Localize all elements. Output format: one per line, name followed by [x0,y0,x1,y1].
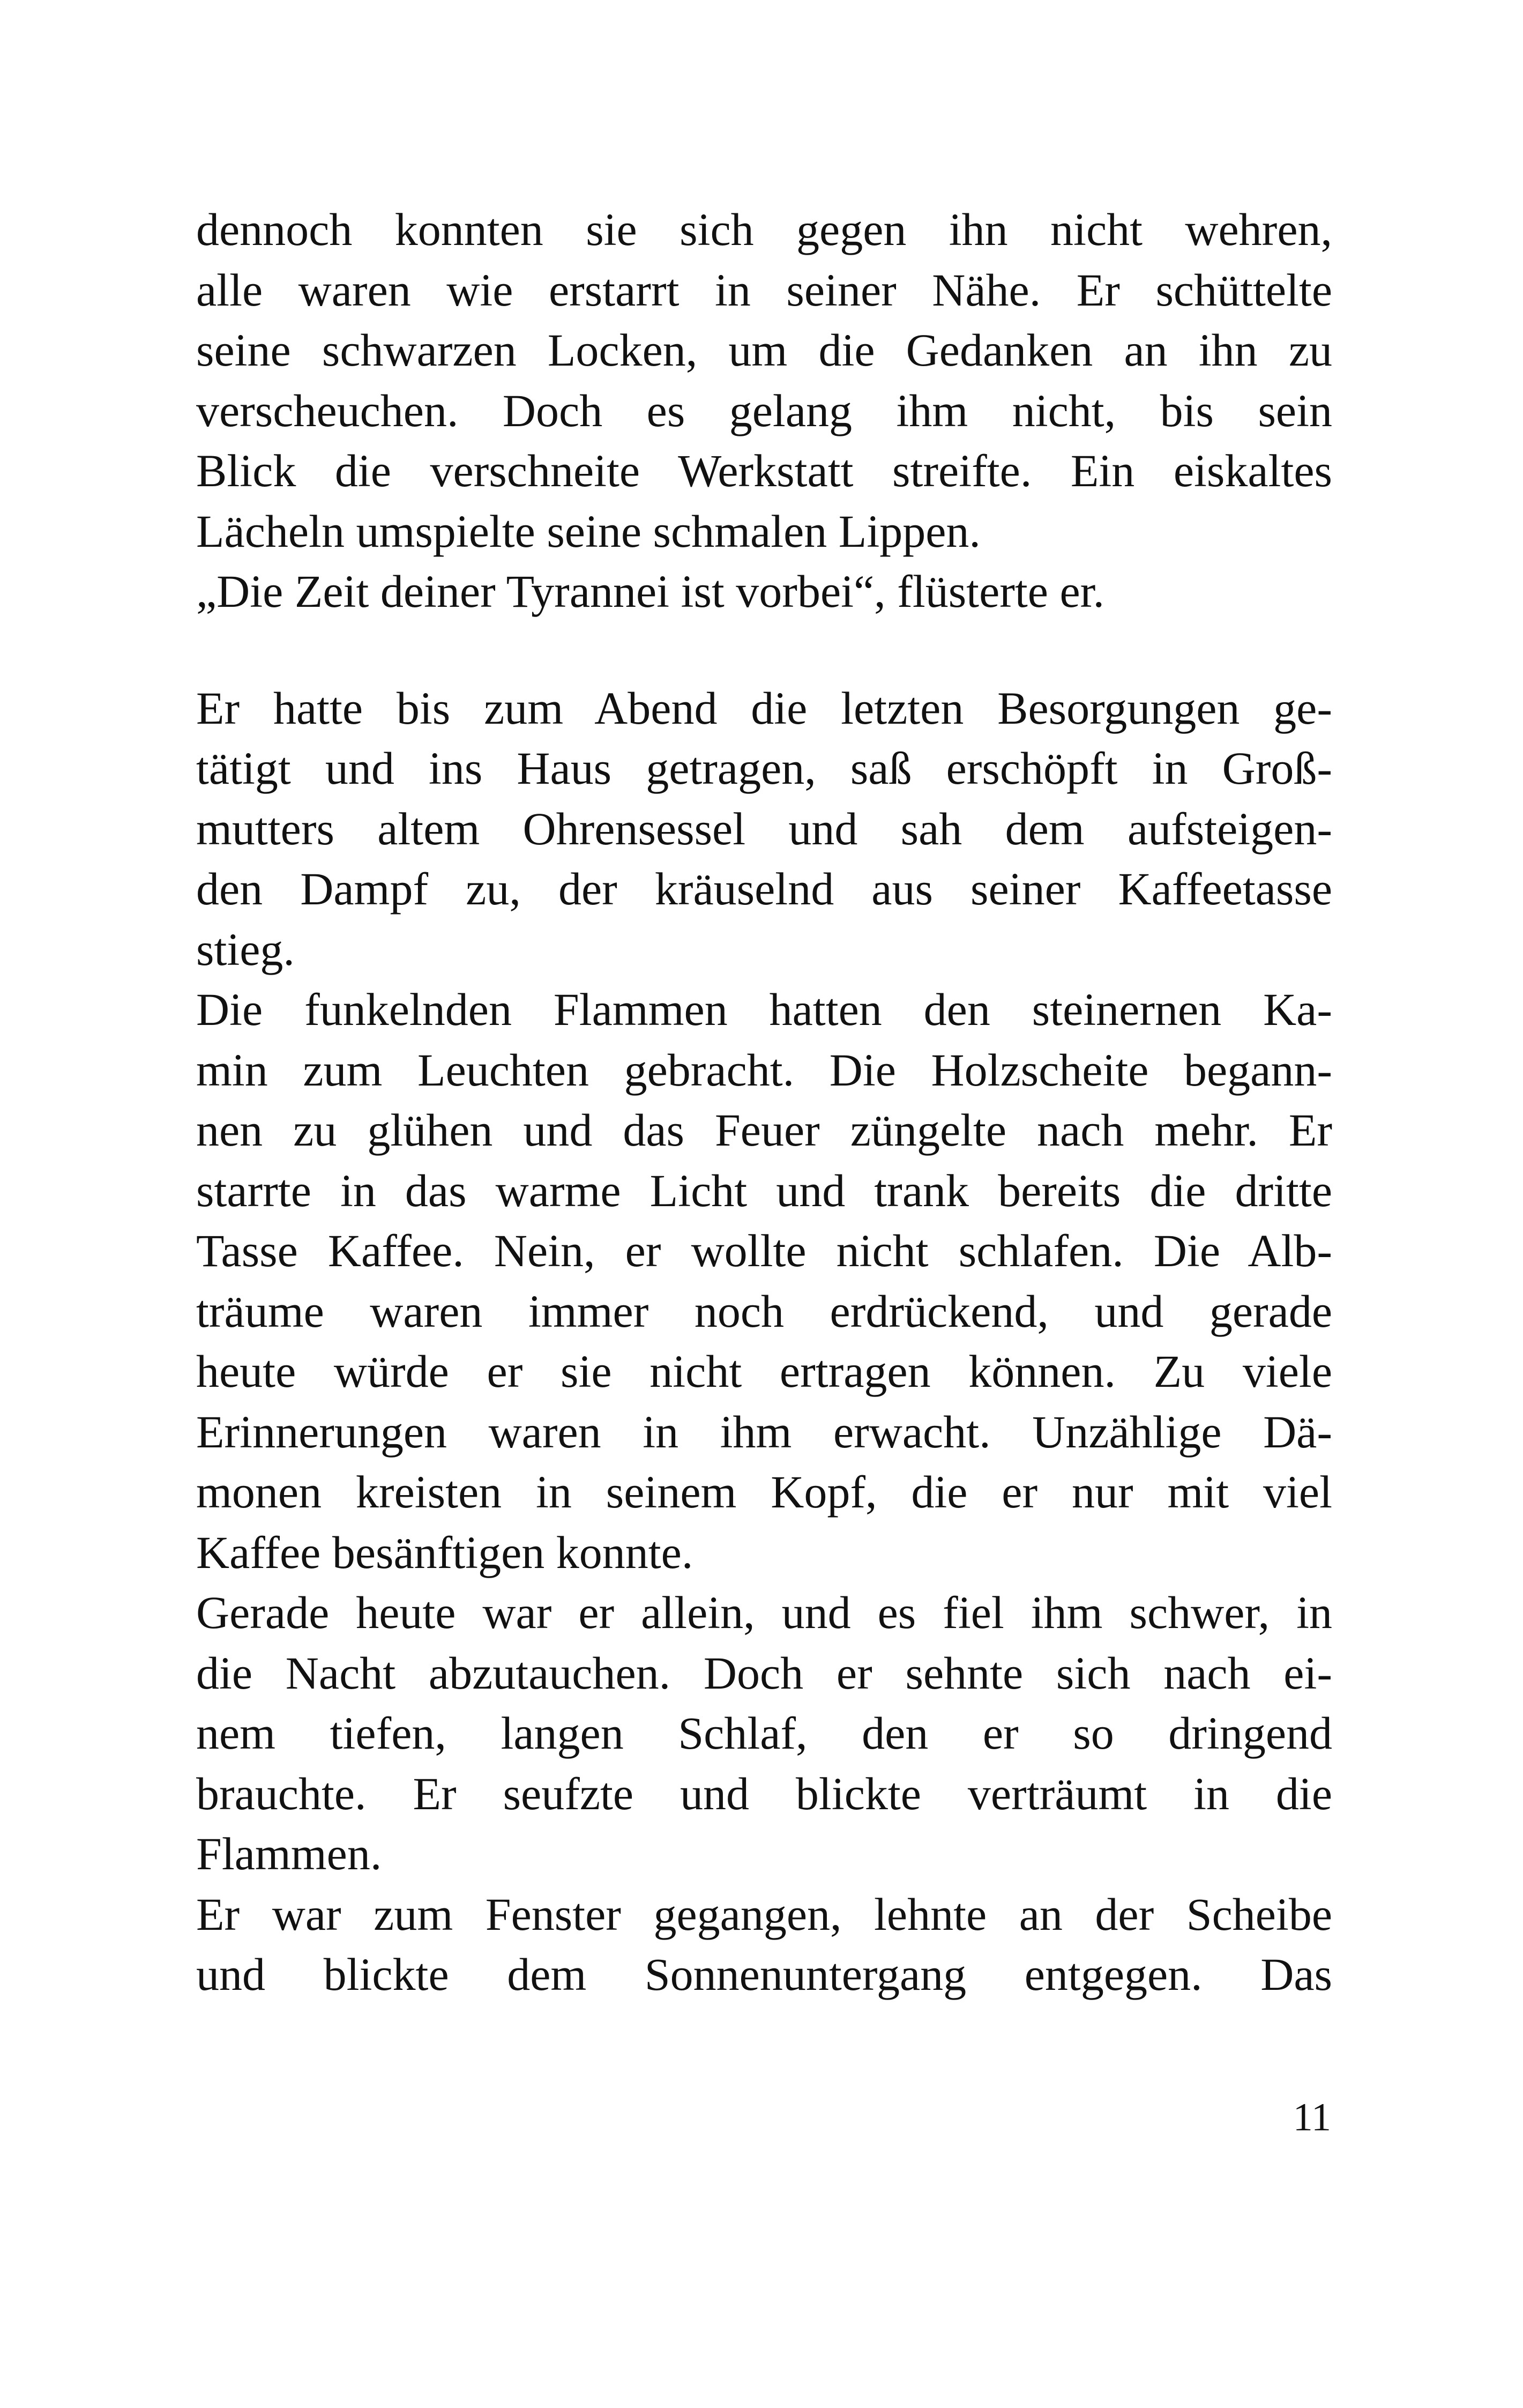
text-line: seine schwarzen Locken, um die Gedanken an ihn zu [196,324,1332,376]
text-line: Tasse Kaffee. Nein, er wollte nicht schlafen. Die Alb- [196,1225,1332,1276]
paragraph [196,979,1332,1582]
page-number: 11 [1293,2095,1331,2139]
text-line: die Nacht abzutauchen. Doch er sehnte sich nach ei- [196,1647,1332,1699]
text-line: nen zu glühen und das Feuer züngelte nach mehr. Er [196,1104,1332,1156]
text-line: Erinnerungen waren in ihm erwacht. Unzählige Dä- [196,1406,1332,1458]
text-line: alle waren wie erstarrt in seiner Nähe. Er schüttelte [196,264,1332,316]
text-line: stieg. [196,923,295,975]
paragraph [196,199,1332,561]
text-line: verscheuchen. Doch es gelang ihm nicht, bis sein [196,384,1332,436]
text-line: Er war zum Fenster gegangen, lehnte an der Scheibe [196,1888,1332,1940]
text-line: und blickte dem Sonnenuntergang entgegen. Das [196,1949,1332,2000]
section-break [196,622,1332,678]
text-line: Kaffee besänftigen konnte. [196,1526,693,1578]
text-line: brauchte. Er seufzte und blickte verträumt in die [196,1767,1332,1819]
text-line: Er hatte bis zum Abend die letzten Besorgungen ge- [196,682,1332,734]
text-line: Gerade heute war er allein, und es fiel ihm schwer, in [196,1587,1332,1638]
paragraph [196,1582,1332,1884]
paragraph [196,678,1332,980]
text-line: Die funkelnden Flammen hatten den steinernen Ka- [196,984,1332,1035]
body-text [196,199,1332,2005]
text-line: dennoch konnten sie sich gegen ihn nicht wehren, [196,204,1332,255]
text-line: tätigt und ins Haus getragen, saß erschöpft in Groß- [196,742,1332,794]
text-line: Blick die verschneite Werkstatt streifte. Ein eiskaltes [196,445,1332,496]
text-line: heute würde er sie nicht ertragen können. Zu viele [196,1346,1332,1397]
paragraph [196,561,1332,622]
text-line: nem tiefen, langen Schlaf, den er so dringend [196,1707,1332,1759]
text-line: starrte in das warme Licht und trank bereits die dritte [196,1164,1332,1216]
text-line: träume waren immer noch erdrückend, und gerade [196,1285,1332,1337]
text-line: den Dampf zu, der kräuselnd aus seiner Kaffeetasse [196,863,1332,915]
text-line: „Die Zeit deiner Tyrannei ist vorbei“, flüsterte er. [196,566,1105,617]
text-line: Flammen. [196,1828,382,1879]
paragraph [196,1884,1332,2005]
text-line: min zum Leuchten gebracht. Die Holzscheite begann- [196,1044,1332,1096]
text-line: mutters altem Ohrensessel und sah dem aufsteigen- [196,802,1332,854]
text-line: monen kreisten in seinem Kopf, die er nur mit viel [196,1466,1332,1518]
text-line: Lächeln umspielte seine schmalen Lippen. [196,505,981,557]
